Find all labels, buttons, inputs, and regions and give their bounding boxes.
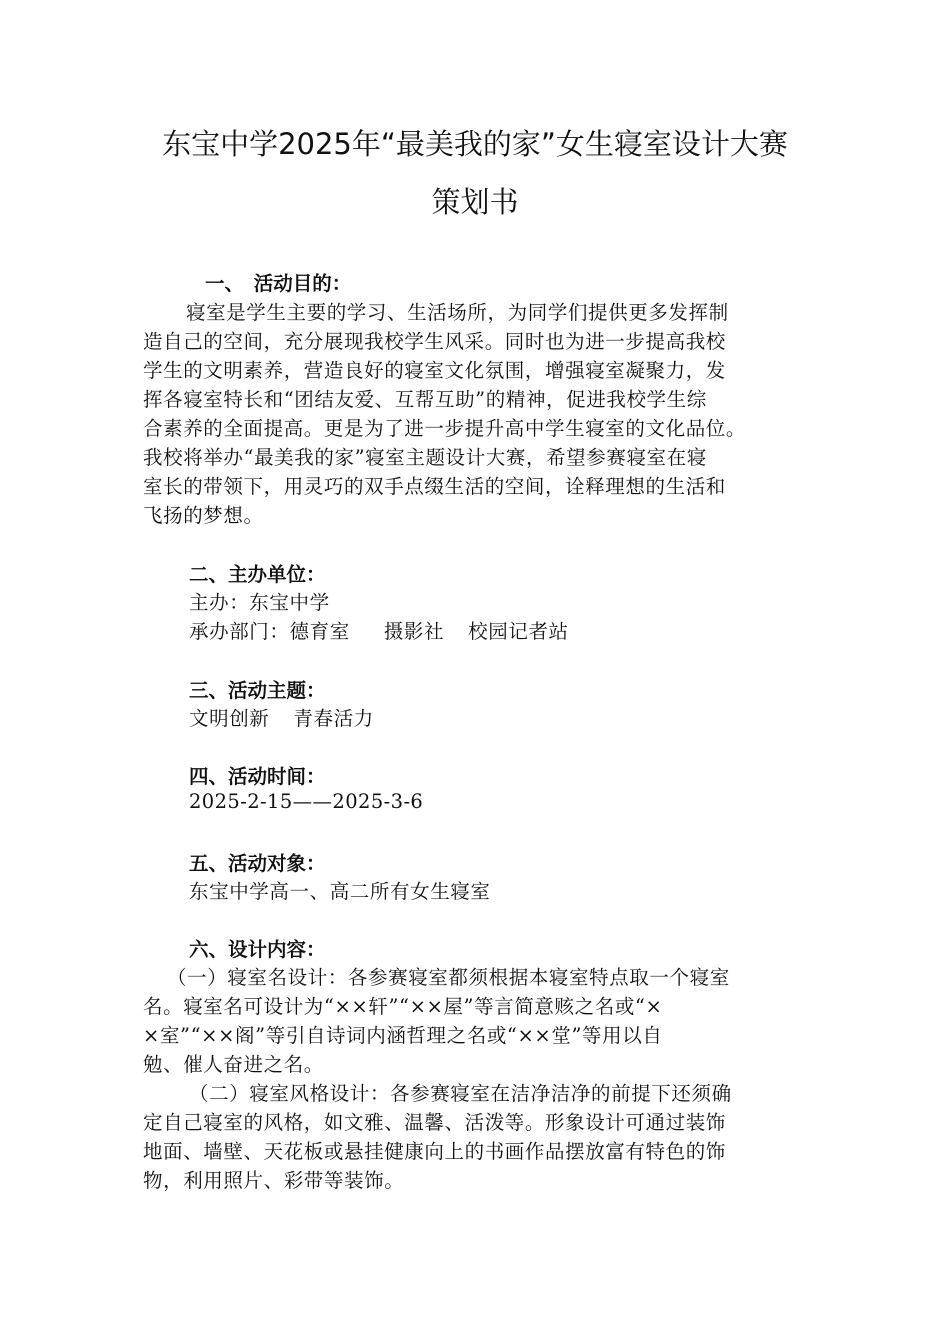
paragraph-line: 地面、墙壁、天花板或悬挂健康向上的书画作品摆放富有特色的饰 (143, 1140, 726, 1163)
paragraph-line: 造自己的空间，充分展现我校学生风采。同时也为进一步提高我校 (143, 330, 726, 353)
paragraph-line: 学生的文明素养，营造良好的寝室文化氛围，增强寝室凝聚力，发 (143, 359, 726, 382)
host-line: 主办：东宝中学 (189, 591, 330, 614)
paragraph-line: 飞扬的梦想。 (143, 504, 264, 527)
section-heading-purpose: 一、 活动目的： (205, 272, 352, 295)
paragraph-line: 寝室是学生主要的学习、生活场所，为同学们提供更多发挥制 (186, 301, 729, 324)
time-line: 2025-2-15——2025-3-6 (189, 790, 424, 813)
undertaker-item: 摄影社 (383, 620, 445, 643)
paragraph-line: 合素养的全面提高。更是为了进一步提升高中学生寝室的文化品位。 (143, 417, 747, 440)
undertaker-item: 校园记者站 (468, 620, 569, 643)
section-heading-theme: 三、活动主题： (189, 679, 326, 702)
undertaker-label: 承办部门： (189, 620, 290, 643)
paragraph-line: 定自己寝室的风格，如文雅、温馨、活泼等。形象设计可通过装饰 (143, 1111, 726, 1134)
paragraph-line: （二）寝室风格设计：各参赛寝室在洁净洁净的前提下还须确 (189, 1082, 732, 1105)
target-line: 东宝中学高一、高二所有女生寝室 (189, 880, 491, 903)
undertaker-line (189, 616, 569, 644)
theme-item: 青春活力 (293, 707, 374, 730)
section-heading-design: 六、设计内容： (189, 938, 326, 961)
paragraph-line: ×室”“××阁”等引自诗词内涵哲理之名或“××堂”等用以自 (143, 1024, 663, 1047)
paragraph-line: 我校将举办“最美我的家”寝室主题设计大赛，希望参赛寝室在寝 (143, 446, 707, 469)
paragraph-line: 名。寝室名可设计为“××轩”“××屋”等言简意赅之名或“× (143, 995, 663, 1018)
document-title-line1: 东宝中学2025年“最美我的家”女生寝室设计大赛 (162, 127, 788, 161)
paragraph-line: 挥各寝室特长和“团结友爱、互帮互助”的精神，促进我校学生综 (143, 388, 707, 411)
paragraph-line: 室长的带领下，用灵巧的双手点缀生活的空间，诠释理想的生活和 (143, 475, 726, 498)
theme-line (189, 703, 374, 731)
section-heading-organizer: 二、主办单位： (189, 563, 326, 586)
paragraph-line: 物，利用照片、彩带等装饰。 (143, 1169, 405, 1192)
section-heading-time: 四、活动时间： (189, 765, 326, 788)
paragraph-line: 勉、催人奋进之名。 (143, 1053, 324, 1076)
paragraph-line: （一）寝室名设计：各参赛寝室都须根据本寝室特点取一个寝室 (167, 966, 730, 989)
document-title-line2: 策划书 (431, 185, 519, 219)
section-heading-target: 五、活动对象： (189, 852, 326, 875)
theme-item: 文明创新 (189, 707, 270, 730)
undertaker-item: 德育室 (289, 620, 350, 643)
